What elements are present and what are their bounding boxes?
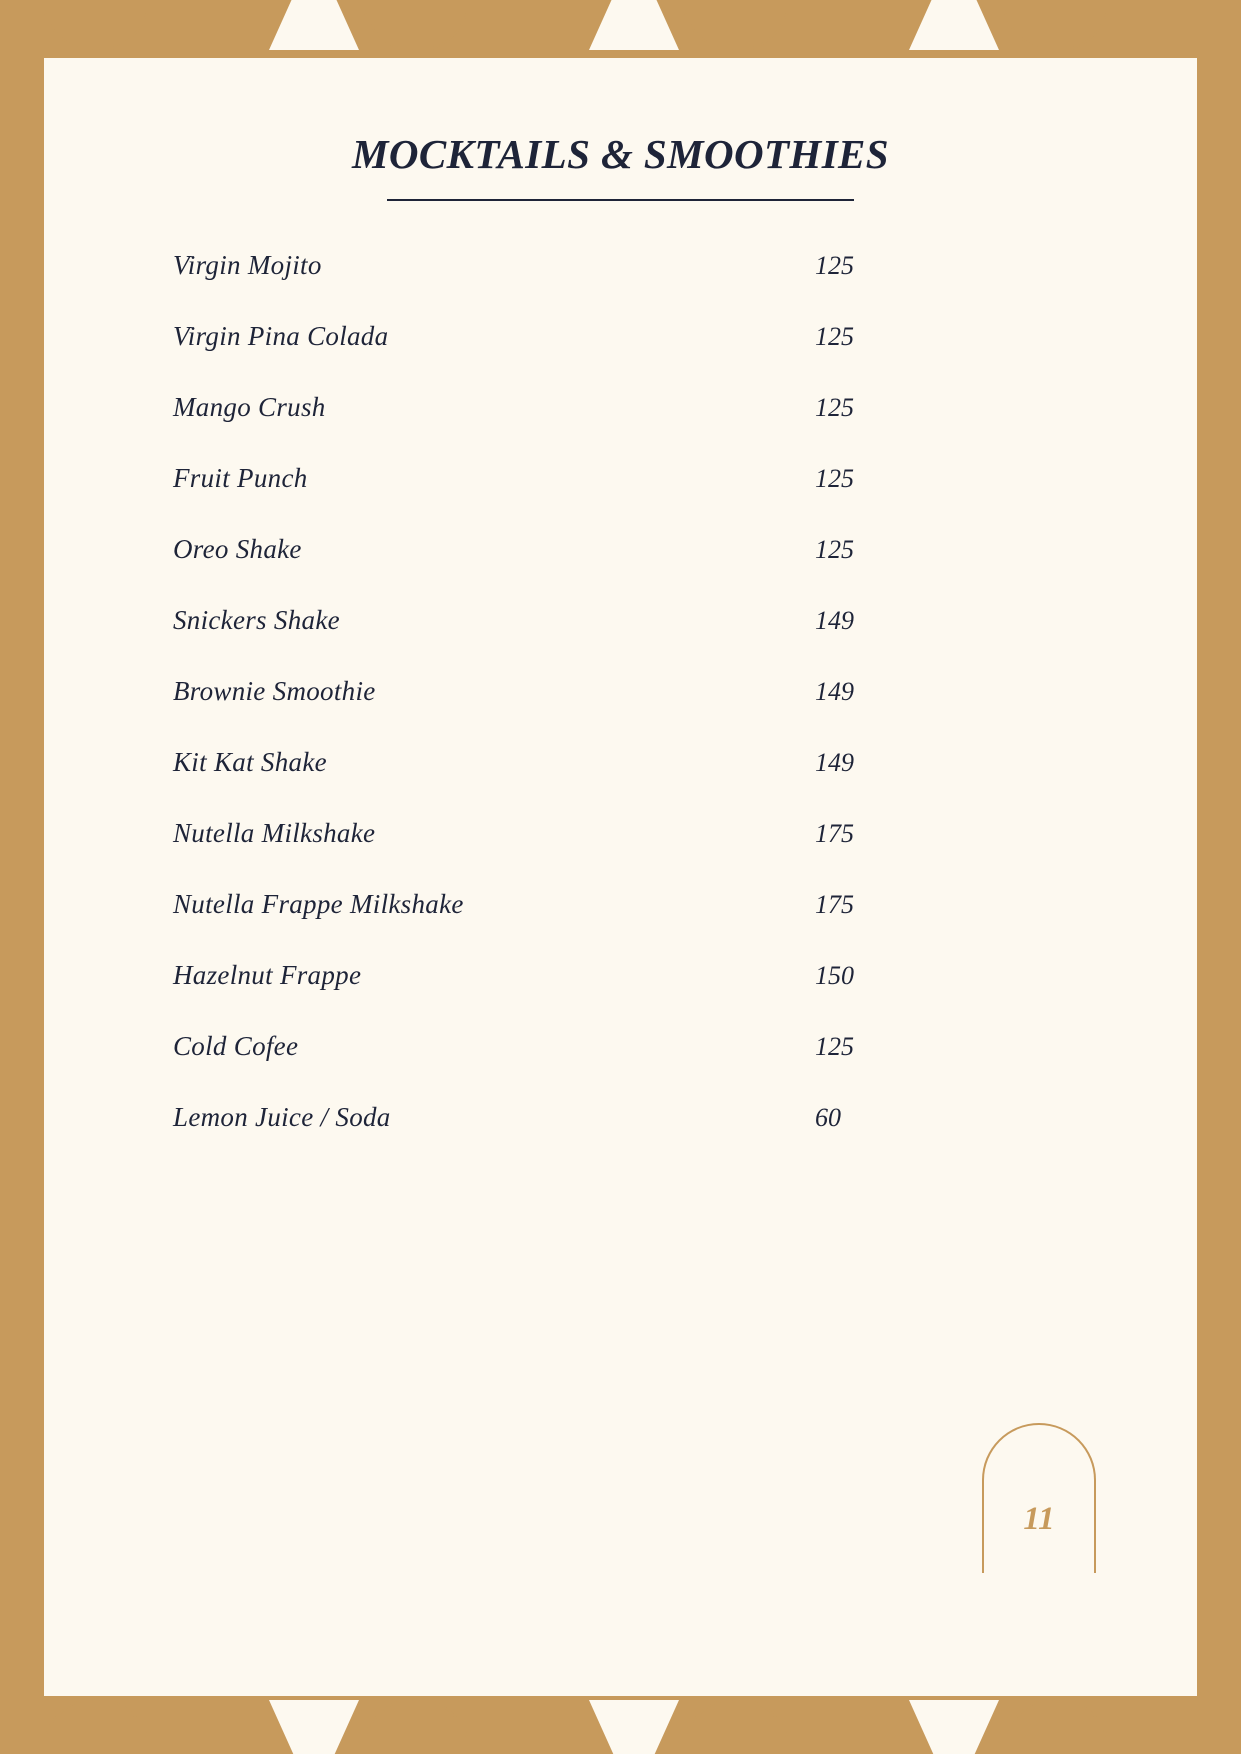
square-shape-icon [474, 1698, 586, 1754]
page-content [42, 56, 1199, 1698]
menu-item-name: Brownie Smoothie [173, 676, 376, 706]
triangle-shape-icon [586, 0, 682, 56]
page-title: MOCKTAILS & SMOOTHIES [352, 131, 889, 177]
square-shape-icon [1114, 1698, 1199, 1754]
menu-item-name: Nutella Milkshake [173, 818, 376, 848]
triangle-shape-icon [266, 0, 362, 56]
circle-shape-icon [1002, 0, 1114, 56]
circle-shape-icon [682, 0, 794, 56]
triangle-down-shape-icon [266, 1698, 362, 1754]
page-number: 11 [1023, 1501, 1055, 1537]
menu-item-row [173, 463, 973, 534]
arch-outline-icon [982, 1423, 1096, 1573]
decorative-band-top [42, 0, 1199, 56]
menu-item-row [173, 1031, 973, 1102]
square-shape-icon [474, 0, 586, 56]
circle-shape-icon [362, 1698, 474, 1754]
menu-item-row [173, 605, 973, 676]
menu-item-row [173, 818, 973, 889]
geometric-pattern-strip [42, 1698, 1199, 1754]
menu-item-row [173, 960, 973, 1031]
menu-item-row [173, 1102, 973, 1173]
title-block [42, 132, 1199, 201]
menu-item-name: Nutella Frappe Milkshake [173, 889, 464, 919]
menu-item-price: 125 [815, 393, 854, 422]
menu-item-name: Kit Kat Shake [173, 747, 327, 777]
decorative-band-bottom [42, 1698, 1199, 1754]
menu-item-row [173, 889, 973, 960]
menu-item-name: Cold Cofee [173, 1031, 299, 1061]
triangle-down-shape-icon [906, 1698, 1002, 1754]
title-underline [387, 199, 854, 201]
menu-item-row [173, 534, 973, 605]
menu-item-name: Mango Crush [173, 392, 326, 422]
menu-item-name: Virgin Mojito [173, 250, 322, 280]
menu-item-row [173, 250, 973, 321]
triangle-down-shape-icon [586, 1698, 682, 1754]
geometric-pattern-strip [42, 0, 1199, 56]
menu-item-price: 149 [815, 606, 854, 635]
menu-item-price: 60 [815, 1103, 841, 1132]
menu-item-price: 149 [815, 748, 854, 777]
menu-item-row [173, 747, 973, 818]
menu-item-price: 125 [815, 464, 854, 493]
triangle-shape-icon [906, 0, 1002, 56]
circle-shape-icon [42, 0, 154, 56]
menu-item-name: Fruit Punch [173, 463, 308, 493]
menu-item-name: Lemon Juice / Soda [173, 1102, 391, 1132]
menu-item-name: Hazelnut Frappe [173, 960, 362, 990]
menu-item-name: Snickers Shake [173, 605, 340, 635]
square-shape-icon [794, 0, 906, 56]
menu-item-row [173, 321, 973, 392]
menu-item-name: Virgin Pina Colada [173, 321, 389, 351]
square-shape-icon [154, 1698, 266, 1754]
square-shape-icon [794, 1698, 906, 1754]
menu-item-list [173, 250, 973, 1173]
circle-shape-icon [42, 1698, 154, 1754]
menu-item-row [173, 676, 973, 747]
menu-item-price: 175 [815, 819, 854, 848]
page-number-badge [982, 1423, 1096, 1573]
circle-shape-icon [1002, 1698, 1114, 1754]
menu-item-price: 125 [815, 322, 854, 351]
menu-item-price: 149 [815, 677, 854, 706]
circle-shape-icon [362, 0, 474, 56]
menu-item-price: 150 [815, 961, 854, 990]
circle-shape-icon [682, 1698, 794, 1754]
menu-item-price: 175 [815, 890, 854, 919]
menu-item-price: 125 [815, 1032, 854, 1061]
menu-item-row [173, 392, 973, 463]
square-shape-icon [1114, 0, 1199, 56]
square-shape-icon [154, 0, 266, 56]
menu-item-name: Oreo Shake [173, 534, 302, 564]
menu-item-price: 125 [815, 251, 854, 280]
menu-item-price: 125 [815, 535, 854, 564]
